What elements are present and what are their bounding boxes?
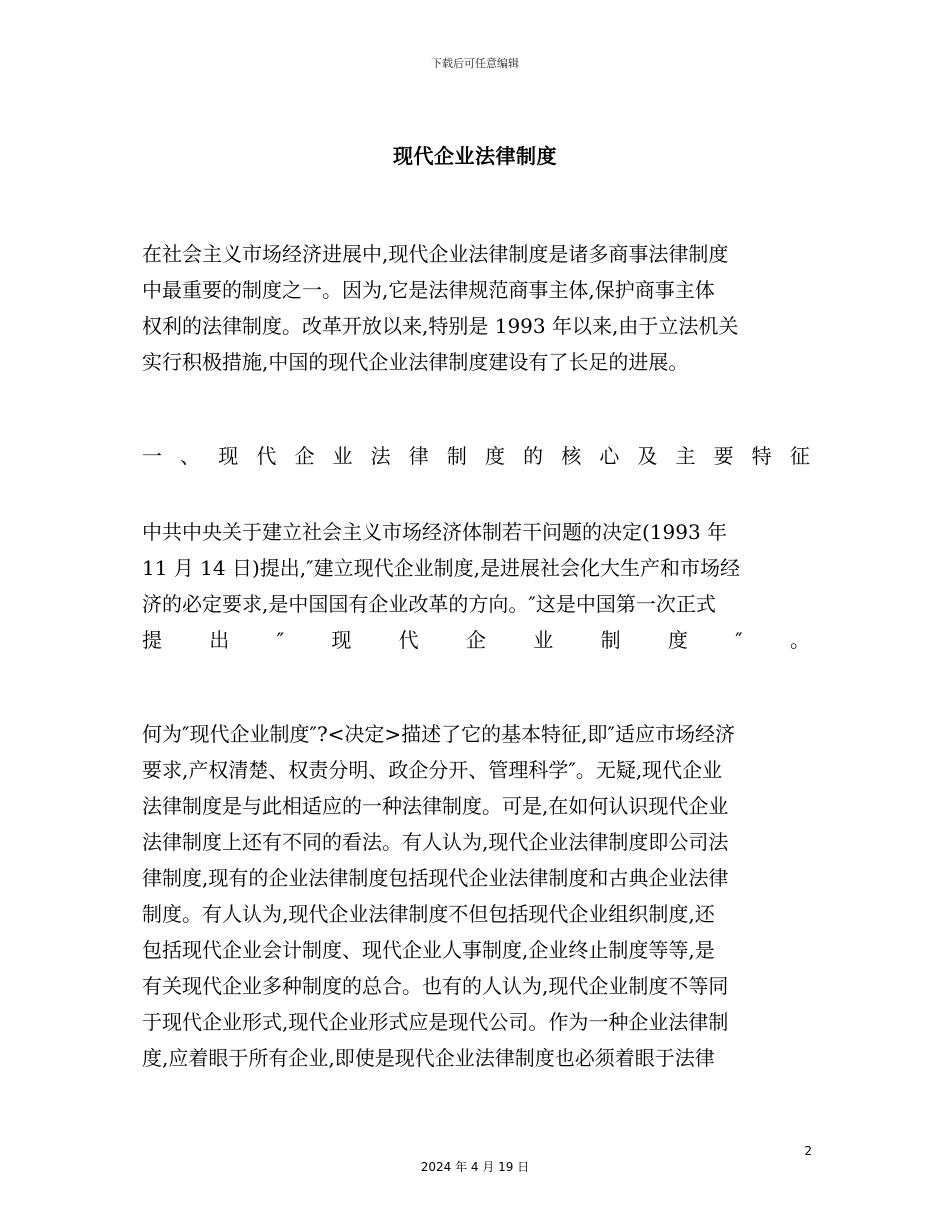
spread-char: ″ xyxy=(276,628,285,652)
spread-char: 度 xyxy=(667,628,688,652)
spread-char: 现 xyxy=(218,444,239,468)
spread-char: 及 xyxy=(637,444,658,468)
paragraph-line: 度,应着眼于所有企业,即使是现代企业法律制度也必须着眼于法律 xyxy=(142,1046,715,1070)
paragraph-line-justified xyxy=(142,622,810,658)
page-number: 2 xyxy=(804,1144,812,1158)
paragraph-line: 律制度,现有的企业法律制度包括现代企业法律制度和古典企业法律 xyxy=(142,866,729,890)
spread-char: 主 xyxy=(675,444,696,468)
paragraph-line: 法律制度是与此相适应的一种法律制度。可是,在如何认识现代企业 xyxy=(142,794,729,818)
section-heading-line xyxy=(142,438,810,474)
paragraph-decision xyxy=(142,514,810,658)
section-heading xyxy=(142,438,810,474)
spread-char: 提 xyxy=(142,628,162,652)
paragraph-line: 济的必定要求,是中国国有企业改革的方向。″这是中国第一次正式 xyxy=(142,592,716,616)
paragraph-line: 中最重要的制度之一。因为,它是法律规范商事主体,保护商事主体 xyxy=(142,278,715,302)
spread-char: 代 xyxy=(256,444,277,468)
spread-char: 律 xyxy=(408,444,429,468)
spread-char: 度 xyxy=(484,444,505,468)
spread-char: 业 xyxy=(332,444,353,468)
spread-char: 企 xyxy=(465,628,486,652)
paragraph-line: 在社会主义市场经济进展中,现代企业法律制度是诸多商事法律制度 xyxy=(142,242,729,266)
paragraph-line: 11 月 14 日)提出,″建立现代企业制度,是进展社会化大生产和市场经 xyxy=(142,556,740,580)
spread-char: 特 xyxy=(751,444,772,468)
spread-char: 要 xyxy=(713,444,734,468)
spread-char: 企 xyxy=(294,444,315,468)
paragraph-line: 中共中央关于建立社会主义市场经济体制若干问题的决定(1993 年 xyxy=(142,520,728,544)
spread-char: 。 xyxy=(789,628,810,652)
paragraph-line: 实行积极措施,中国的现代企业法律制度建设有了长足的进展。 xyxy=(142,350,689,374)
paragraph-line: 有关现代企业多种制度的总合。也有的人认为,现代企业制度不等同 xyxy=(142,974,729,998)
paragraph-line: 权利的法律制度。改革开放以来,特别是 1993 年以来,由于立法机关 xyxy=(142,314,739,338)
spread-char: 法 xyxy=(370,444,391,468)
spread-char: 制 xyxy=(446,444,467,468)
spread-char: ″ xyxy=(735,628,743,652)
spread-char: 核 xyxy=(561,444,582,468)
paragraph-line: 法律制度上还有不同的看法。有人认为,现代企业法律制度即公司法 xyxy=(142,830,729,854)
spread-char: 制 xyxy=(600,628,621,652)
paragraph-line: 制度。有人认为,现代企业法律制度不但包括现代企业组织制度,还 xyxy=(142,902,715,926)
spread-char: 现 xyxy=(331,628,352,652)
paragraph-line: 包括现代企业会计制度、现代企业人事制度,企业终止制度等等,是 xyxy=(142,938,715,962)
paragraph-line: 何为″现代企业制度″?<决定>描述了它的基本特征,即″适应市场经济 xyxy=(142,722,736,746)
spread-char: 业 xyxy=(533,628,554,652)
spread-char: 心 xyxy=(599,444,620,468)
spread-char: 、 xyxy=(180,444,201,468)
footer-date: 2024 年 4 月 19 日 xyxy=(420,1160,530,1174)
document-title: 现代企业法律制度 xyxy=(393,144,557,168)
paragraph-intro xyxy=(142,236,810,380)
paragraph-line: 于现代企业形式,现代企业形式应是现代公司。作为一种企业法律制 xyxy=(142,1010,729,1034)
paragraph-line: 要求,产权清楚、权责分明、政企分开、管理科学″。无疑,现代企业 xyxy=(142,758,723,782)
spread-char: 征 xyxy=(789,444,810,468)
paragraph-definition xyxy=(142,716,810,1076)
spread-char: 代 xyxy=(398,628,419,652)
page-header-note: 下载后可任意编辑 xyxy=(431,57,519,70)
spread-char: 出 xyxy=(209,628,230,652)
spread-char: 的 xyxy=(523,444,544,468)
spread-char: 一 xyxy=(142,444,162,468)
